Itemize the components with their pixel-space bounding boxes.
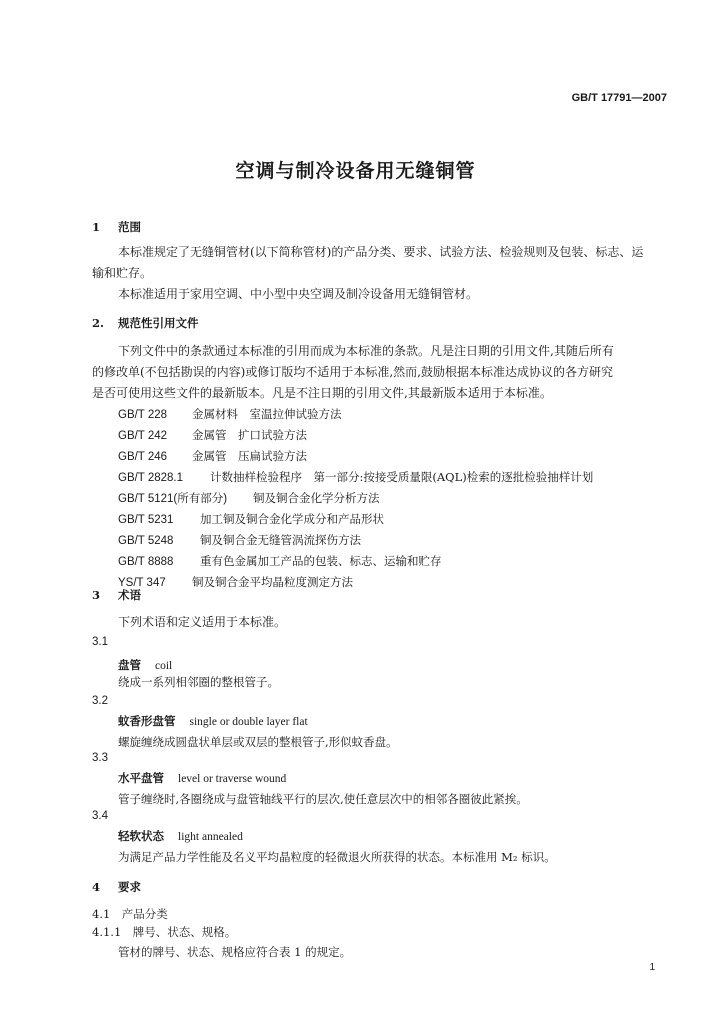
paragraph: 下列文件中的条款通过本标准的引用而成为本标准的条款。凡是注日期的引用文件,其随后所有 — [118, 344, 614, 358]
paragraph: 本标准适用于家用空调、中小型中央空调及制冷设备用无缝铜管材。 — [118, 287, 479, 301]
reference-item — [118, 490, 380, 506]
term-number: 3.4 — [92, 810, 108, 822]
subsection-heading: 4.1.1 牌号、状态、规格。 — [92, 925, 237, 939]
term-zh: 盘管 — [118, 658, 141, 672]
reference-code: GB/T 228 — [118, 409, 168, 421]
section-title: 规范性引用文件 — [118, 316, 199, 330]
reference-code: YS/T 347 — [118, 577, 166, 589]
term-number: 3.2 — [92, 695, 108, 707]
section-number: 1 — [92, 220, 101, 234]
reference-item — [118, 553, 442, 569]
term-zh: 水平盘管 — [118, 771, 164, 785]
term-name — [118, 828, 243, 844]
page-title: 空调与制冷设备用无缝铜管 — [235, 160, 476, 182]
term-zh: 轻软状态 — [118, 829, 164, 843]
reference-title: 铜及铜合金无缝管涡流探伤方法 — [200, 533, 361, 547]
reference-item — [118, 427, 307, 443]
term-en: light annealed — [178, 831, 243, 843]
subsection-heading: 4.1 产品分类 — [92, 907, 168, 921]
section-3-heading — [92, 587, 141, 603]
section-title: 范围 — [118, 220, 141, 234]
paragraph: 管材的牌号、状态、规格应符合表 1 的规定。 — [118, 945, 352, 959]
term-name — [118, 713, 308, 729]
section-number: 2. — [92, 316, 105, 330]
reference-title: 重有色金属加工产品的包装、标志、运输和贮存 — [200, 554, 442, 568]
term-en: level or traverse wound — [178, 773, 287, 785]
term-number: 3.3 — [92, 752, 108, 764]
term-en: coil — [155, 660, 173, 672]
reference-code: GB/T 242 — [118, 430, 168, 442]
reference-code: GB/T 8888 — [118, 556, 174, 568]
reference-item — [118, 574, 353, 590]
term-number: 3.1 — [92, 636, 108, 648]
reference-item — [118, 511, 384, 527]
section-title: 要求 — [118, 880, 141, 894]
section-4-heading — [92, 879, 141, 895]
reference-item — [118, 532, 361, 548]
reference-title: 金属材料 室温拉伸试验方法 — [192, 407, 342, 421]
paragraph: 的修改单(不包括勘误的内容)或修订版均不适用于本标准,然而,鼓励根据本标准达成协议的各方研究 — [92, 365, 613, 379]
paragraph: 输和贮存。 — [92, 266, 153, 280]
term-name — [118, 657, 172, 673]
paragraph: 本标准规定了无缝铜管材(以下简称管材)的产品分类、要求、试验方法、检验规则及包装、标志、运 — [118, 245, 644, 259]
term-definition: 管子缠绕时,各圈绕成与盘管轴线平行的层次,使任意层次中的相邻各圈彼此紧挨。 — [118, 792, 528, 806]
section-number: 3 — [92, 588, 101, 602]
paragraph: 下列术语和定义适用于本标准。 — [118, 615, 287, 629]
reference-title: 金属管 压扁试验方法 — [192, 449, 307, 463]
section-2-heading — [92, 315, 199, 331]
term-zh: 蚊香形盘管 — [118, 714, 176, 728]
reference-item — [118, 448, 307, 464]
term-definition: 为满足产品力学性能及名义平均晶粒度的轻微退火所获得的状态。本标准用 M₂ 标识。 — [118, 850, 556, 864]
section-number: 4 — [92, 880, 101, 894]
term-definition: 螺旋缠绕成圆盘状单层或双层的整根管子,形似蚊香盘。 — [118, 735, 398, 749]
document-id: GB/T 17791—2007 — [571, 92, 667, 104]
reference-item — [118, 406, 342, 422]
reference-title: 计数抽样检验程序 第一部分:按接受质量限(AQL)检索的逐批检验抽样计划 — [210, 470, 594, 484]
reference-item — [118, 469, 593, 485]
term-definition: 绕成一系列相邻圈的整根管子。 — [118, 675, 279, 689]
reference-title: 铜及铜合金平均晶粒度测定方法 — [192, 575, 353, 589]
reference-title: 铜及铜合金化学分析方法 — [253, 491, 380, 505]
page-number: 1 — [649, 962, 655, 973]
term-name — [118, 770, 286, 786]
section-1-heading — [92, 219, 141, 235]
reference-code: GB/T 5248 — [118, 535, 174, 547]
reference-title: 加工铜及铜合金化学成分和产品形状 — [200, 512, 384, 526]
section-title: 术语 — [118, 588, 141, 602]
reference-code: GB/T 246 — [118, 451, 168, 463]
reference-code: GB/T 2828.1 — [118, 472, 183, 484]
reference-title: 金属管 扩口试验方法 — [192, 428, 307, 442]
paragraph: 是否可使用这些文件的最新版本。凡是不注日期的引用文件,其最新版本适用于本标准。 — [92, 386, 552, 400]
reference-code: GB/T 5121(所有部分) — [118, 493, 228, 505]
reference-code: GB/T 5231 — [118, 514, 174, 526]
term-en: single or double layer flat — [189, 716, 308, 728]
